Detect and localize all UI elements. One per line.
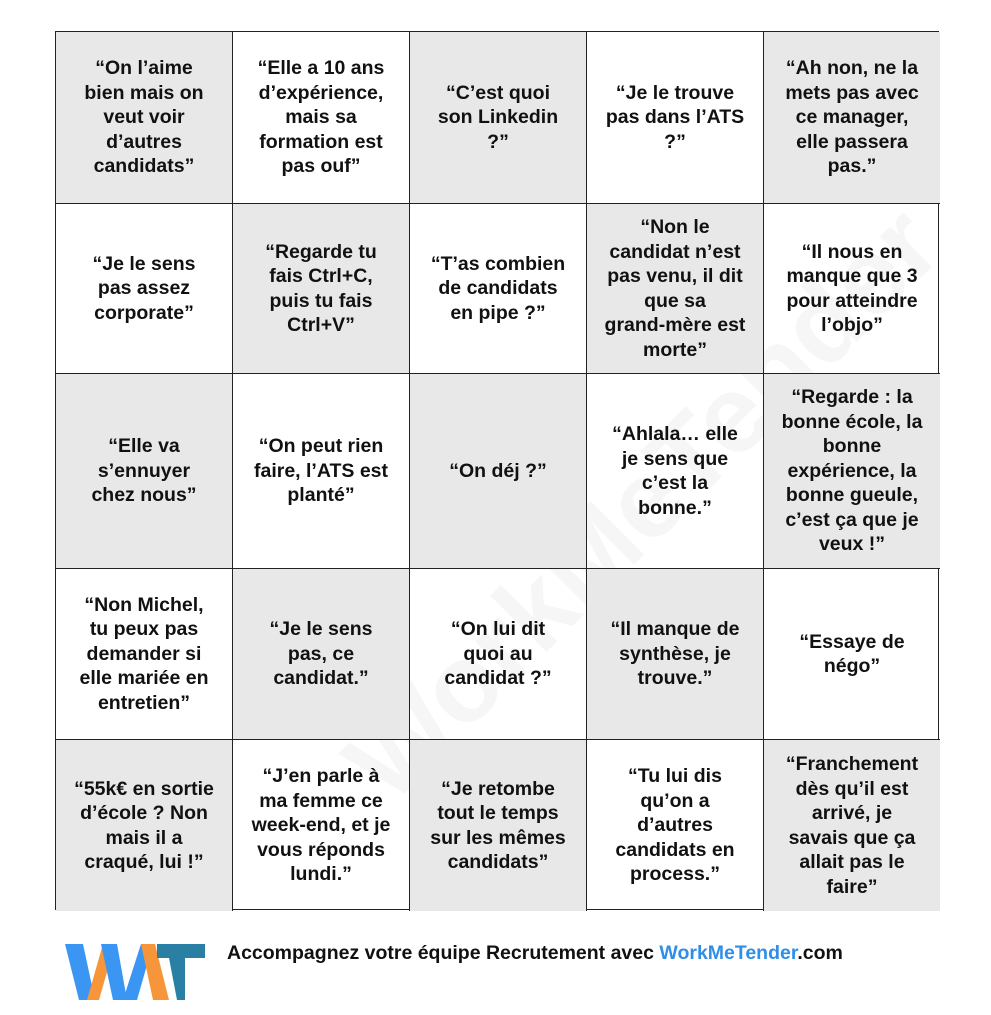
bingo-cell: “Je le trouve pas dans l’ATS ?” <box>587 32 764 204</box>
bingo-cell: “On déj ?” <box>410 374 587 569</box>
bingo-cell: “55k€ en sortie d’école ? Non mais il a craqué, lui !” <box>56 740 233 911</box>
bingo-cell: “Essaye de négo” <box>764 569 940 740</box>
bingo-cell: “C’est quoi son Linkedin ?” <box>410 32 587 204</box>
brand-link[interactable]: WorkMeTender <box>659 942 798 964</box>
bingo-grid <box>55 31 939 910</box>
bingo-cell: “J’en parle à ma femme ce week-end, et je vous réponds lundi.” <box>233 740 410 911</box>
bingo-cell: “Franchement dès qu’il est arrivé, je savais que ça allait pas le faire” <box>764 740 940 911</box>
bingo-cell: “Elle a 10 ans d’expérience, mais sa formation est pas ouf” <box>233 32 410 204</box>
bingo-cell: “Regarde : la bonne école, la bonne expérience, la bonne gueule, c’est ça que je veux !” <box>764 374 940 569</box>
bingo-cell: “Elle va s’ennuyer chez nous” <box>56 374 233 569</box>
bingo-cell: “Je le sens pas, ce candidat.” <box>233 569 410 740</box>
bingo-cell: “On lui dit quoi au candidat ?” <box>410 569 587 740</box>
bingo-cell: “Il manque de synthèse, je trouve.” <box>587 569 764 740</box>
footer-suffix: .com <box>797 942 843 964</box>
footer-text: Accompagnez votre équipe Recrutement avec <box>227 942 660 964</box>
bingo-cell: “Je le sens pas assez corporate” <box>56 204 233 374</box>
bingo-cell: “Non le candidat n’est pas venu, il dit que sa grand-mère est morte” <box>587 204 764 374</box>
bingo-cell: “Regarde tu fais Ctrl+C, puis tu fais Ctrl+V” <box>233 204 410 374</box>
bingo-cell: “Je retombe tout le temps sur les mêmes candidats” <box>410 740 587 911</box>
bingo-cell: “On l’aime bien mais on veut voir d’autres candidats” <box>56 32 233 204</box>
bingo-cell: “Il nous en manque que 3 pour atteindre l’objo” <box>764 204 940 374</box>
bingo-cell: “T’as combien de candidats en pipe ?” <box>410 204 587 374</box>
workmetender-logo <box>65 940 210 1005</box>
bingo-cell: “On peut rien faire, l’ATS est planté” <box>233 374 410 569</box>
bingo-cell: “Tu lui dis qu’on a d’autres candidats en process.” <box>587 740 764 911</box>
footer-tagline <box>227 942 843 965</box>
bingo-cell: “Non Michel, tu peux pas demander si elle mariée en entretien” <box>56 569 233 740</box>
bingo-cell: “Ahlala… elle je sens que c’est la bonne.” <box>587 374 764 569</box>
bingo-cell: “Ah non, ne la mets pas avec ce manager, elle passera pas.” <box>764 32 940 204</box>
